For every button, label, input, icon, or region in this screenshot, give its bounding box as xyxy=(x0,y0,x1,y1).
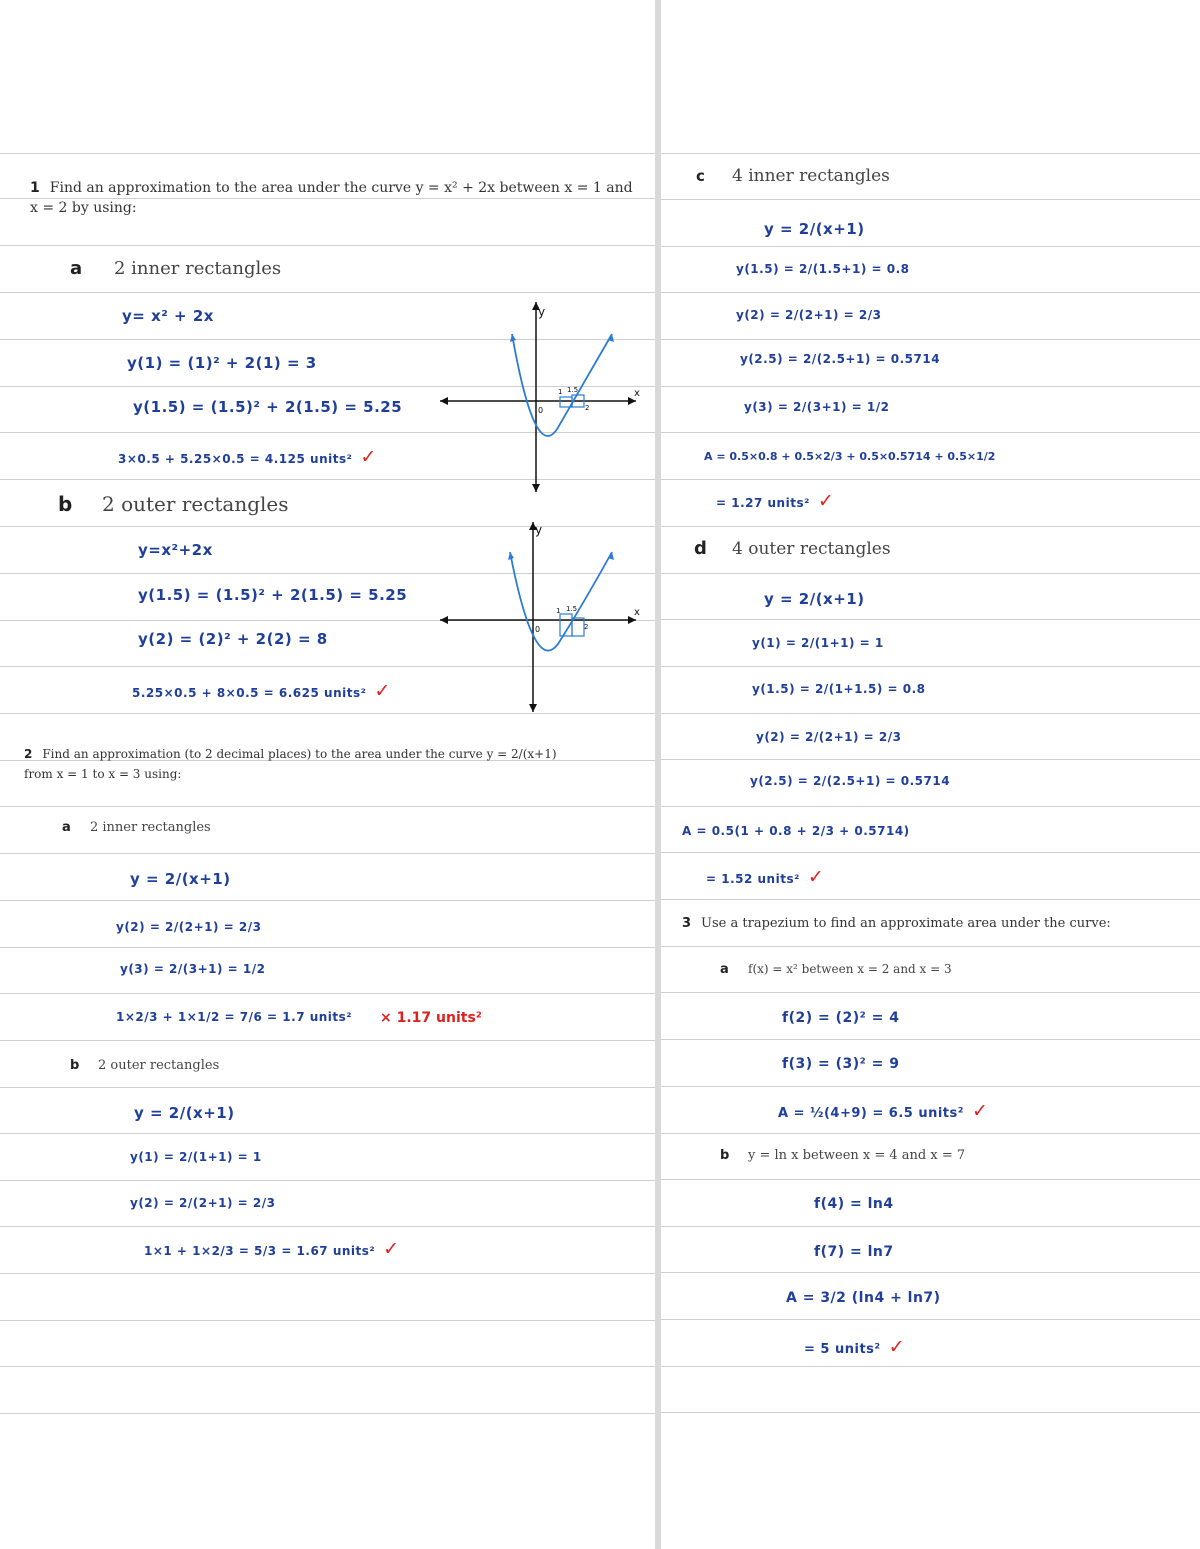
answer-text: A = ½(4+9) = 6.5 units² xyxy=(778,1106,964,1121)
q2c-heading xyxy=(696,166,890,186)
question-number: 2 xyxy=(24,747,33,761)
ruled-line xyxy=(661,573,1200,574)
ruled-line xyxy=(0,245,655,246)
part-label: f(x) = x² between x = 2 and x = 3 xyxy=(748,962,952,976)
q1b-heading xyxy=(58,492,289,516)
q2d-line-2: y(1) = 2/(1+1) = 1 xyxy=(752,636,884,650)
q1b-line-2: y(1.5) = (1.5)² + 2(1.5) = 5.25 xyxy=(138,586,408,604)
part-letter: a xyxy=(720,962,729,977)
q3a-line-2: f(3) = (3)² = 9 xyxy=(782,1056,900,1072)
q2c-line-4: y(2.5) = 2/(2.5+1) = 0.5714 xyxy=(740,352,941,366)
ruled-line xyxy=(0,1133,655,1134)
ruled-line xyxy=(0,292,655,293)
q1a-line-1: y= x² + 2x xyxy=(122,307,214,325)
ruled-line xyxy=(0,993,655,994)
ruled-line xyxy=(661,946,1200,947)
q1b-line-3: y(2) = (2)² + 2(2) = 8 xyxy=(138,630,328,648)
check-mark-icon: ✓ xyxy=(971,1100,989,1122)
part-letter: a xyxy=(70,258,83,279)
q3b-line-1: f(4) = ln4 xyxy=(814,1196,894,1212)
q2d-heading xyxy=(694,538,891,559)
part-letter: b xyxy=(58,492,73,516)
q2b-line-3: y(2) = 2/(2+1) = 2/3 xyxy=(130,1196,276,1210)
q2b-line-4 xyxy=(144,1238,400,1260)
ruled-line xyxy=(661,199,1200,200)
q3b-line-4 xyxy=(804,1336,905,1358)
ruled-line xyxy=(661,526,1200,527)
question-text: Use a trapezium to find an approximate area under the curve: xyxy=(701,916,1111,931)
answer-text: = 5 units² xyxy=(804,1342,881,1357)
part-label: 2 outer rectangles xyxy=(102,492,289,516)
q2c-line-5: y(3) = 2/(3+1) = 1/2 xyxy=(744,400,890,414)
x-axis-arrow-icon xyxy=(440,397,448,405)
ruled-line xyxy=(661,432,1200,433)
part-label: 4 inner rectangles xyxy=(732,166,890,186)
ruled-line xyxy=(661,479,1200,480)
parabola-sketch-inner xyxy=(432,296,642,496)
ruled-line xyxy=(661,1039,1200,1040)
y-axis-label: y xyxy=(538,305,546,319)
tick-label: 2 xyxy=(585,404,590,412)
ruled-line xyxy=(661,806,1200,807)
ruled-line xyxy=(661,1086,1200,1087)
check-mark-icon: ✓ xyxy=(807,866,825,888)
x-axis-label: x xyxy=(634,607,640,618)
ruled-line xyxy=(0,1320,655,1321)
ruled-line xyxy=(661,246,1200,247)
ruled-line xyxy=(661,619,1200,620)
ruled-line xyxy=(0,1226,655,1227)
ruled-line xyxy=(0,153,655,154)
x-axis-arrow-icon xyxy=(440,616,448,624)
ruled-line xyxy=(0,1273,655,1274)
x-axis-label: x xyxy=(634,388,640,399)
q2d-line-7 xyxy=(706,866,824,888)
ruled-line xyxy=(0,853,655,854)
q2c-line-2: y(1.5) = 2/(1.5+1) = 0.8 xyxy=(736,262,910,276)
check-mark-icon: ✓ xyxy=(888,1336,906,1358)
part-letter: b xyxy=(70,1058,80,1073)
q2a-correction: × 1.17 units² xyxy=(380,1010,482,1026)
q2d-line-1: y = 2/(x+1) xyxy=(764,590,865,608)
question-2 xyxy=(24,744,584,784)
ruled-line xyxy=(661,992,1200,993)
question-number: 3 xyxy=(682,916,692,931)
q2d-line-4: y(2) = 2/(2+1) = 2/3 xyxy=(756,730,902,744)
tick-label: 1 xyxy=(558,388,563,396)
question-1 xyxy=(30,178,642,218)
answer-text: 3×0.5 + 5.25×0.5 = 4.125 units² xyxy=(118,452,353,466)
page-divider xyxy=(655,0,661,1549)
q2a-line-1: y = 2/(x+1) xyxy=(130,870,231,888)
q3a-line-1: f(2) = (2)² = 4 xyxy=(782,1010,900,1026)
question-text: Find an approximation to the area under the curve y = x² + 2x between x = 1 and x = 2 by using: xyxy=(30,180,633,216)
y-axis-arrow-icon xyxy=(532,484,540,492)
q3a-heading xyxy=(720,962,952,977)
ruled-line xyxy=(0,1413,655,1414)
ruled-line xyxy=(0,947,655,948)
q1a-line-4 xyxy=(118,446,377,468)
q1b-line-1: y=x²+2x xyxy=(138,541,213,559)
q2c-line-7 xyxy=(716,490,834,512)
q2a-line-4: 1×2/3 + 1×1/2 = 7/6 = 1.7 units² xyxy=(116,1010,353,1024)
q2d-line-5: y(2.5) = 2/(2.5+1) = 0.5714 xyxy=(750,774,951,788)
question-text: Find an approximation (to 2 decimal places) to the area under the curve y = 2/(x+1) from x = 1 to x = 3 using: xyxy=(24,747,557,781)
tick-label: 1.5 xyxy=(566,605,578,613)
ruled-line xyxy=(661,852,1200,853)
ruled-line xyxy=(0,806,655,807)
q3a-line-3 xyxy=(778,1100,988,1122)
q2d-line-3: y(1.5) = 2/(1+1.5) = 0.8 xyxy=(752,682,926,696)
part-letter: d xyxy=(694,538,707,559)
question-3 xyxy=(682,914,1192,934)
ruled-line xyxy=(661,713,1200,714)
check-mark-icon: ✓ xyxy=(360,446,377,468)
question-number: 1 xyxy=(30,180,40,196)
part-letter: c xyxy=(696,167,705,185)
y-axis-arrow-icon xyxy=(529,704,537,712)
ruled-line xyxy=(0,900,655,901)
ruled-line xyxy=(661,1133,1200,1134)
q2b-line-1: y = 2/(x+1) xyxy=(134,1104,235,1122)
ruled-line xyxy=(661,666,1200,667)
ruled-line xyxy=(661,153,1200,154)
check-mark-icon: ✓ xyxy=(383,1238,400,1260)
tick-label: 2 xyxy=(584,623,589,631)
q1a-line-2: y(1) = (1)² + 2(1) = 3 xyxy=(127,354,317,372)
part-letter: b xyxy=(720,1148,730,1163)
q2a-heading xyxy=(62,820,211,835)
q3b-line-3: A = 3/2 (ln4 + ln7) xyxy=(786,1290,941,1306)
part-letter: a xyxy=(62,820,71,835)
q2c-line-1: y = 2/(x+1) xyxy=(764,220,865,238)
ruled-line xyxy=(661,292,1200,293)
q2b-heading xyxy=(70,1058,219,1073)
answer-text: = 1.27 units² xyxy=(716,496,810,510)
parabola-sketch-outer xyxy=(432,516,642,716)
answer-text: 5.25×0.5 + 8×0.5 = 6.625 units² xyxy=(132,686,367,700)
q2d-line-6: A = 0.5(1 + 0.8 + 2/3 + 0.5714) xyxy=(682,824,910,838)
q2a-line-3: y(3) = 2/(3+1) = 1/2 xyxy=(120,962,266,976)
ruled-line xyxy=(0,1040,655,1041)
ruled-line xyxy=(0,1366,655,1367)
origin-label: 0 xyxy=(535,625,541,634)
q1a-line-3: y(1.5) = (1.5)² + 2(1.5) = 5.25 xyxy=(133,398,403,416)
tick-label: 1.5 xyxy=(567,386,579,394)
ruled-line xyxy=(661,386,1200,387)
part-label: 2 inner rectangles xyxy=(90,820,211,835)
q3b-heading xyxy=(720,1148,965,1163)
part-label: 2 outer rectangles xyxy=(98,1058,220,1073)
part-label: 2 inner rectangles xyxy=(114,258,282,279)
ruled-line xyxy=(661,1412,1200,1413)
y-axis-label: y xyxy=(535,523,543,537)
q2c-line-6: A = 0.5×0.8 + 0.5×2/3 + 0.5×0.5714 + 0.5×1/2 xyxy=(704,450,996,463)
origin-label: 0 xyxy=(538,406,544,415)
parabola-curve xyxy=(512,334,612,436)
part-label: y = ln x between x = 4 and x = 7 xyxy=(748,1148,966,1163)
q1b-line-4 xyxy=(132,680,391,702)
tick-label: 1 xyxy=(556,607,561,615)
answer-text: 1×1 + 1×2/3 = 5/3 = 1.67 units² xyxy=(144,1244,376,1258)
check-mark-icon: ✓ xyxy=(817,490,835,512)
q2c-line-3: y(2) = 2/(2+1) = 2/3 xyxy=(736,308,882,322)
ruled-line xyxy=(661,1226,1200,1227)
ruled-line xyxy=(661,1179,1200,1180)
ruled-line xyxy=(661,1319,1200,1320)
q2a-line-2: y(2) = 2/(2+1) = 2/3 xyxy=(116,920,262,934)
ruled-line xyxy=(661,759,1200,760)
q3b-line-2: f(7) = ln7 xyxy=(814,1244,894,1260)
answer-text: = 1.52 units² xyxy=(706,872,800,886)
ruled-line xyxy=(0,1087,655,1088)
ruled-line xyxy=(661,1272,1200,1273)
q1a-heading xyxy=(70,258,281,279)
ruled-line xyxy=(0,1180,655,1181)
ruled-line xyxy=(661,339,1200,340)
check-mark-icon: ✓ xyxy=(374,680,391,702)
ruled-line xyxy=(661,899,1200,900)
ruled-line xyxy=(661,1366,1200,1367)
part-label: 4 outer rectangles xyxy=(732,539,891,559)
q2b-line-2: y(1) = 2/(1+1) = 1 xyxy=(130,1150,262,1164)
